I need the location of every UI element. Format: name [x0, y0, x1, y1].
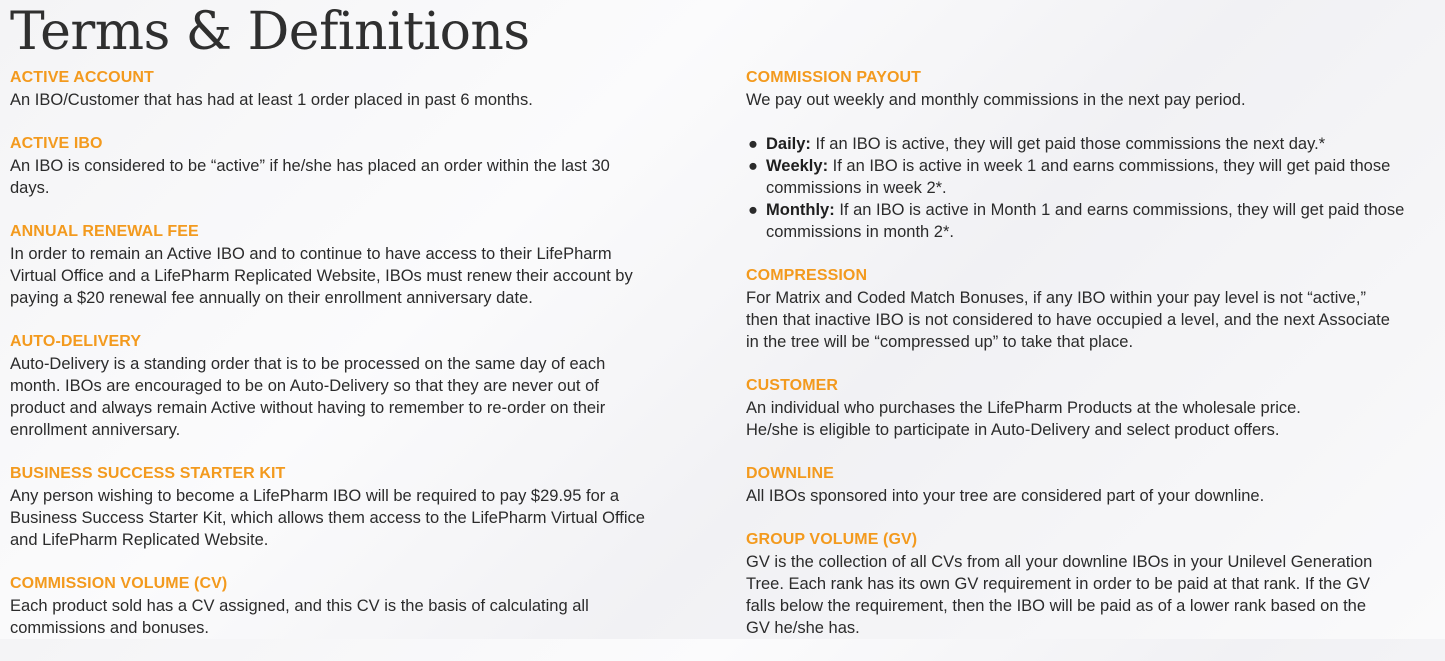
term-text: product and always remain Active without having to remember to re-order on their [10, 399, 606, 417]
bullet-text: If an IBO is active, they will get paid those commissions the next day.* [810, 135, 1326, 153]
bullet-text: If an IBO is active in week 1 and earns commissions, they will get paid those [828, 157, 1391, 175]
term-text: GV he/she has. [746, 619, 860, 637]
left-column [10, 67, 710, 661]
list-item [746, 199, 1445, 243]
term-text: commissions and bonuses. [10, 619, 210, 637]
term-text: paying a $20 renewal fee annually on their enrollment anniversary date. [10, 289, 533, 307]
term-text: An IBO/Customer that has had at least 1 order placed in past 6 months. [10, 91, 533, 109]
term-auto-delivery [10, 331, 710, 441]
bullet-icon: ● [748, 201, 758, 219]
term-text: For Matrix and Coded Match Bonuses, if any IBO within your pay level is not “active,” [746, 289, 1366, 307]
term-text: An IBO is considered to be “active” if he/she has placed an order within the last 30 [10, 157, 610, 175]
term-text: We pay out weekly and monthly commissions in the next pay period. [746, 91, 1246, 109]
term-text: enrollment anniversary. [10, 421, 181, 439]
term-text: GV is the collection of all CVs from all your downline IBOs in your Unilevel Generation [746, 553, 1373, 571]
term-business-success-starter-kit [10, 463, 710, 551]
bullet-label: Monthly: [766, 201, 835, 219]
bullet-icon: ● [748, 135, 758, 153]
term-heading: GROUP VOLUME (GV) [746, 531, 918, 548]
term-text: in the tree will be “compressed up” to take that place. [746, 333, 1134, 351]
bullet-label: Daily: [766, 135, 811, 153]
page-title: Terms & Definitions [10, 2, 530, 62]
term-heading: ANNUAL RENEWAL FEE [10, 223, 199, 240]
term-text: month. IBOs are encouraged to be on Auto-Delivery so that they are never out of [10, 377, 599, 395]
term-text: Auto-Delivery is a standing order that is to be processed on the same day of each [10, 355, 606, 373]
term-text: and LifePharm Replicated Website. [10, 531, 269, 549]
term-customer [746, 375, 1445, 441]
term-heading: CUSTOMER [746, 377, 839, 394]
term-active-account [10, 67, 710, 111]
term-heading: ACTIVE ACCOUNT [10, 69, 154, 86]
bullet-label: Weekly: [766, 157, 829, 175]
list-item [746, 155, 1445, 199]
term-group-volume [746, 529, 1445, 639]
term-heading: AUTO-DELIVERY [10, 333, 142, 350]
bullet-text: commissions in month 2*. [766, 223, 954, 241]
term-text: Virtual Office and a LifePharm Replicated Website, IBOs must renew their account by [10, 267, 633, 285]
term-heading: COMPRESSION [746, 267, 868, 284]
bullet-icon: ● [748, 157, 758, 175]
term-text: days. [10, 179, 50, 197]
term-text: falls below the requirement, then the IBO will be paid as of a lower rank based on the [746, 597, 1367, 615]
term-active-ibo [10, 133, 710, 199]
term-heading: DOWNLINE [746, 465, 834, 482]
term-heading: COMMISSION VOLUME (CV) [10, 575, 228, 592]
term-text: He/she is eligible to participate in Auto-Delivery and select product offers. [746, 421, 1280, 439]
term-heading: ACTIVE IBO [10, 135, 103, 152]
term-text: In order to remain an Active IBO and to continue to have access to their LifePharm [10, 245, 612, 263]
term-heading: BUSINESS SUCCESS STARTER KIT [10, 465, 286, 482]
term-text: Any person wishing to become a LifePharm IBO will be required to pay $29.95 for a [10, 487, 620, 505]
term-commission-payout [746, 67, 1445, 133]
term-commission-volume [10, 573, 710, 639]
term-text: Tree. Each rank has its own GV requirement in order to be paid at that rank. If the GV [746, 575, 1370, 593]
term-heading: COMMISSION PAYOUT [746, 69, 922, 86]
term-compression [746, 265, 1445, 353]
bullet-text: commissions in week 2*. [766, 179, 947, 197]
list-item [746, 133, 1445, 155]
term-text: All IBOs sponsored into your tree are considered part of your downline. [746, 487, 1265, 505]
term-text: Each product sold has a CV assigned, and this CV is the basis of calculating all [10, 597, 589, 615]
right-column [746, 67, 1445, 661]
term-downline [746, 463, 1445, 507]
term-annual-renewal-fee [10, 221, 710, 309]
payout-schedule-list [746, 133, 1445, 243]
bullet-text: If an IBO is active in Month 1 and earns commissions, they will get paid those [834, 201, 1405, 219]
term-text: then that inactive IBO is not considered to have occupied a level, and the next Associate [746, 311, 1390, 329]
term-text: Business Success Starter Kit, which allows them access to the LifePharm Virtual Office [10, 509, 645, 527]
term-text: An individual who purchases the LifePharm Products at the wholesale price. [746, 399, 1301, 417]
